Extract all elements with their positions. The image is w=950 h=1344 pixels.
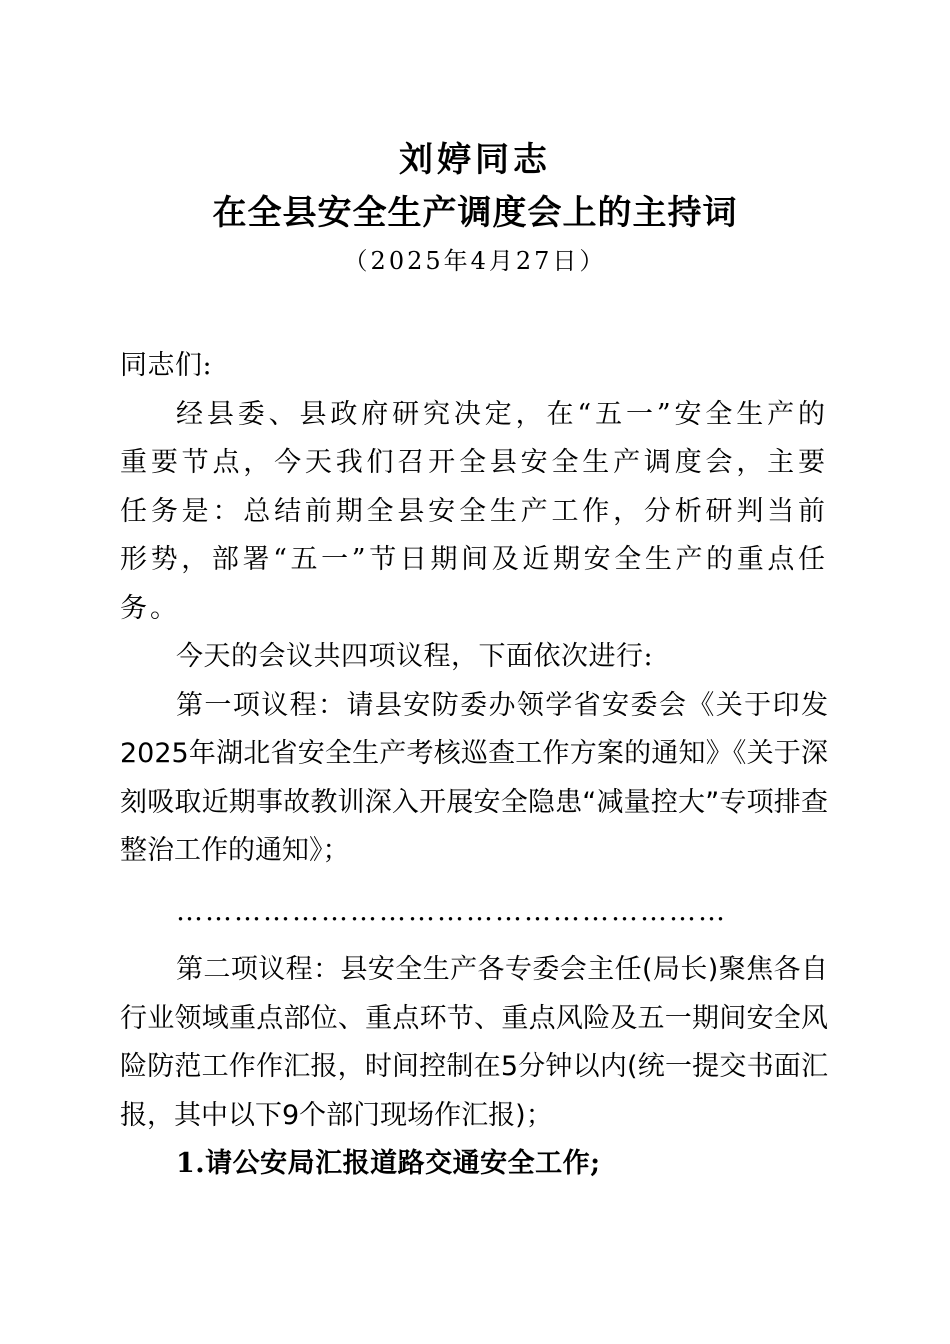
agenda-intro: 今天的会议共四项议程，下面依次进行:	[176, 641, 654, 672]
agenda-item-2: 第二项议程：县安全生产各专委会主任(局长)聚焦各自行业领域重点部位、重点环节、重点风险及五一期间安全风险防范工作作汇报，时间控制在5分钟以内(统一提交书面汇报，其中以下9个部门现场作汇报)；	[120, 954, 828, 1131]
title-speaker: 刘婷同志	[399, 140, 551, 180]
ellipsis-separator: …………………………………………………	[176, 895, 727, 927]
document-date: （2025年4月27日）	[343, 247, 607, 275]
opening-paragraph: 经县委、县政府研究决定，在“五一”安全生产的重要节点，今天我们召开全县安全生产调度会，主要任务是：总结前期全县安全生产工作，分析研判当前形势，部署“五一”节日期间及近期安全生产的重点任务。	[120, 398, 828, 624]
title-meeting: 在全县安全生产调度会上的主持词	[212, 193, 738, 233]
document-body	[120, 342, 828, 1189]
agenda-item-1: 第一项议程：请县安防委办领学省安委会《关于印发2025年湖北省安全生产考核巡查工作方案的通知》《关于深刻吸取近期事故教训深入开展安全隐患“减量控大”专项排查整治工作的通知》；	[120, 689, 828, 866]
report-item-1: 1.请公安局汇报道路交通安全工作;	[176, 1148, 601, 1179]
salutation: 同志们:	[120, 350, 213, 381]
